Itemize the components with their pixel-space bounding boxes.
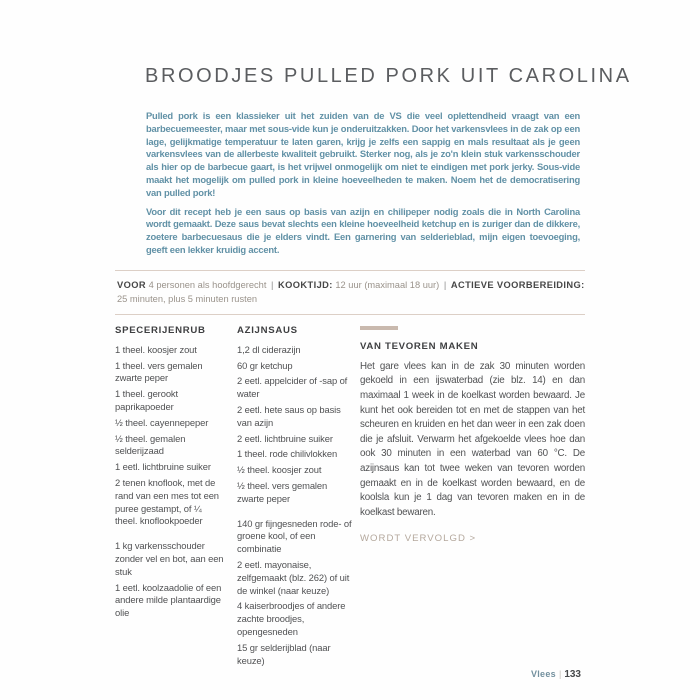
ingredient-group xyxy=(115,540,225,620)
ingredient-item: 2 eetl. hete saus op basis van azijn xyxy=(237,403,341,428)
column-make-ahead xyxy=(360,325,585,671)
ingredient-item: 15 gr selderijblad (naar keuze) xyxy=(237,641,331,666)
meta-divider: | xyxy=(271,279,274,290)
ingredient-group xyxy=(237,518,352,668)
accent-bar xyxy=(360,326,398,330)
ingredient-item: 2 tenen knoflook, met de rand van een mes tot een puree gestampt, of ¼ theel. knoflookpoeder xyxy=(115,476,219,527)
ingredient-item: 1 theel. koosjer zout xyxy=(115,343,197,355)
make-ahead-header: VAN TEVOREN MAKEN xyxy=(360,340,479,352)
ingredient-item: 1 eetl. koolzaadolie of een andere milde plantaardige olie xyxy=(115,581,222,619)
ingredient-item: 1,2 dl ciderazijn xyxy=(237,343,301,355)
ingredient-item: 1 eetl. lichtbruine suiker xyxy=(115,461,211,473)
ingredient-item: 1 theel. vers gemalen zwarte peper xyxy=(115,359,203,384)
recipe-intro xyxy=(146,110,580,257)
ingredient-group xyxy=(115,344,225,528)
ingredient-item: ½ theel. cayennepeper xyxy=(115,416,209,428)
ingredient-item: 1 theel. rode chilivlokken xyxy=(237,448,338,460)
ingredient-group xyxy=(237,344,352,506)
spice-rub-header: SPECERIJENRUB xyxy=(115,324,206,336)
ingredient-item: 2 eetl. mayonaise, zelfgemaakt (blz. 262) of uit de winkel (naar keuze) xyxy=(237,558,350,596)
page-title: BROODJES PULLED PORK UIT CAROLINA xyxy=(145,65,632,87)
column-vinegar-sauce xyxy=(237,325,360,671)
cooktime-label: KOOKTIJD: xyxy=(278,279,333,290)
page-footer xyxy=(115,668,581,681)
cooktime-value: 12 uur (maximaal 18 uur) xyxy=(335,279,440,290)
footer-divider: | xyxy=(558,669,562,679)
serves-value: 4 personen als hoofdgerecht xyxy=(148,279,267,290)
continued-label: WORDT VERVOLGD > xyxy=(360,533,477,545)
ingredient-item: 4 kaiserbroodjes of andere zachte broodjes, opengesneden xyxy=(237,600,346,637)
divider-rule xyxy=(115,314,585,315)
prep-value: 25 minuten, plus 5 minuten rusten xyxy=(117,293,258,304)
ingredient-item: ½ theel. gemalen selderijzaad xyxy=(115,432,186,457)
page-content xyxy=(115,64,632,670)
column-spice-rub xyxy=(115,325,237,671)
ingredient-item: 2 eetl. lichtbruine suiker xyxy=(237,432,333,444)
make-ahead-body: Het gare vlees kan in de zak 30 minuten worden gekoeld in een ijswaterbad (zie blz. 14) en dan maximaal 1 week in de koelkast worden bewaard. Je kunt het ook bereiden tot en met de stappen van het scheuren en kruiden en het dan weer in een zak doen die je afsluit. Verwarm het afgekoelde vlees hoe dan ook 30 minuten in een waterbad van 60 °C. De azijnsaus kan tot twee weken van tevoren worden gemaakt en in de koelkast worden bewaard, en de koolsla kun je 1 dag van tevoren maken en in de koelkast bewaren. xyxy=(360,360,585,518)
recipe-meta xyxy=(115,271,585,314)
footer-page-number: 133 xyxy=(564,669,581,680)
ingredient-item: 60 gr ketchup xyxy=(237,359,293,371)
prep-label: ACTIEVE VOORBEREIDING: xyxy=(450,279,585,290)
serves-label: VOOR xyxy=(117,279,146,290)
ingredient-item: 2 eetl. appelcider of -sap of water xyxy=(237,375,348,400)
ingredient-item: 1 kg varkensschouder zonder vel en bot, aan een stuk xyxy=(115,540,224,577)
meta-divider: | xyxy=(443,279,447,290)
ingredient-item: 140 gr fijngesneden rode- of groene kool, of een combinatie xyxy=(237,517,352,555)
ingredient-item: ½ theel. vers gemalen zwarte peper xyxy=(237,479,328,504)
intro-paragraph: Pulled pork is een klassieker uit het zuiden van de VS die veel oplettendheid vraagt van een barbecuemeester, maar met sous-vide kun je onderuitzakken. Door het varkensvlees in de zak op een lage, gelijkmatige temperatuur te laten garen, krijg je zelfs een sappig en mals resultaat als je geen varkensvlees van de allerbeste kwaliteit gebruikt. Sterker nog, als je zo'n klein stuk varkensschouder als hier op de barbecue gaart, is het vrijwel onmogelijk om niet te eindigen met pork jerky. Sous-vide maakt het mogelijk om pulled pork in kleine hoeveelheden te maken. Noem het de democratisering van pulled pork! xyxy=(146,110,580,198)
vinegar-sauce-header: AZIJNSAUS xyxy=(237,324,298,336)
footer-section-label: Vlees xyxy=(530,669,556,679)
ingredient-item: ½ theel. koosjer zout xyxy=(237,464,322,476)
intro-paragraph: Voor dit recept heb je een saus op basis van azijn en chilipeper nodig zoals die in North Carolina wordt gemaakt. Deze saus bevat slechts een kleine hoeveelheid ketchup en is zuriger dan de dikkere, zoetere barbecuesaus die je elders vindt. Een garnering van selderieblad, mijn eigen toevoeging, geeft een lekker kruidig accent. xyxy=(146,205,580,255)
recipe-columns xyxy=(115,325,585,671)
ingredient-item: 1 theel. gerookt paprikapoeder xyxy=(115,388,179,412)
